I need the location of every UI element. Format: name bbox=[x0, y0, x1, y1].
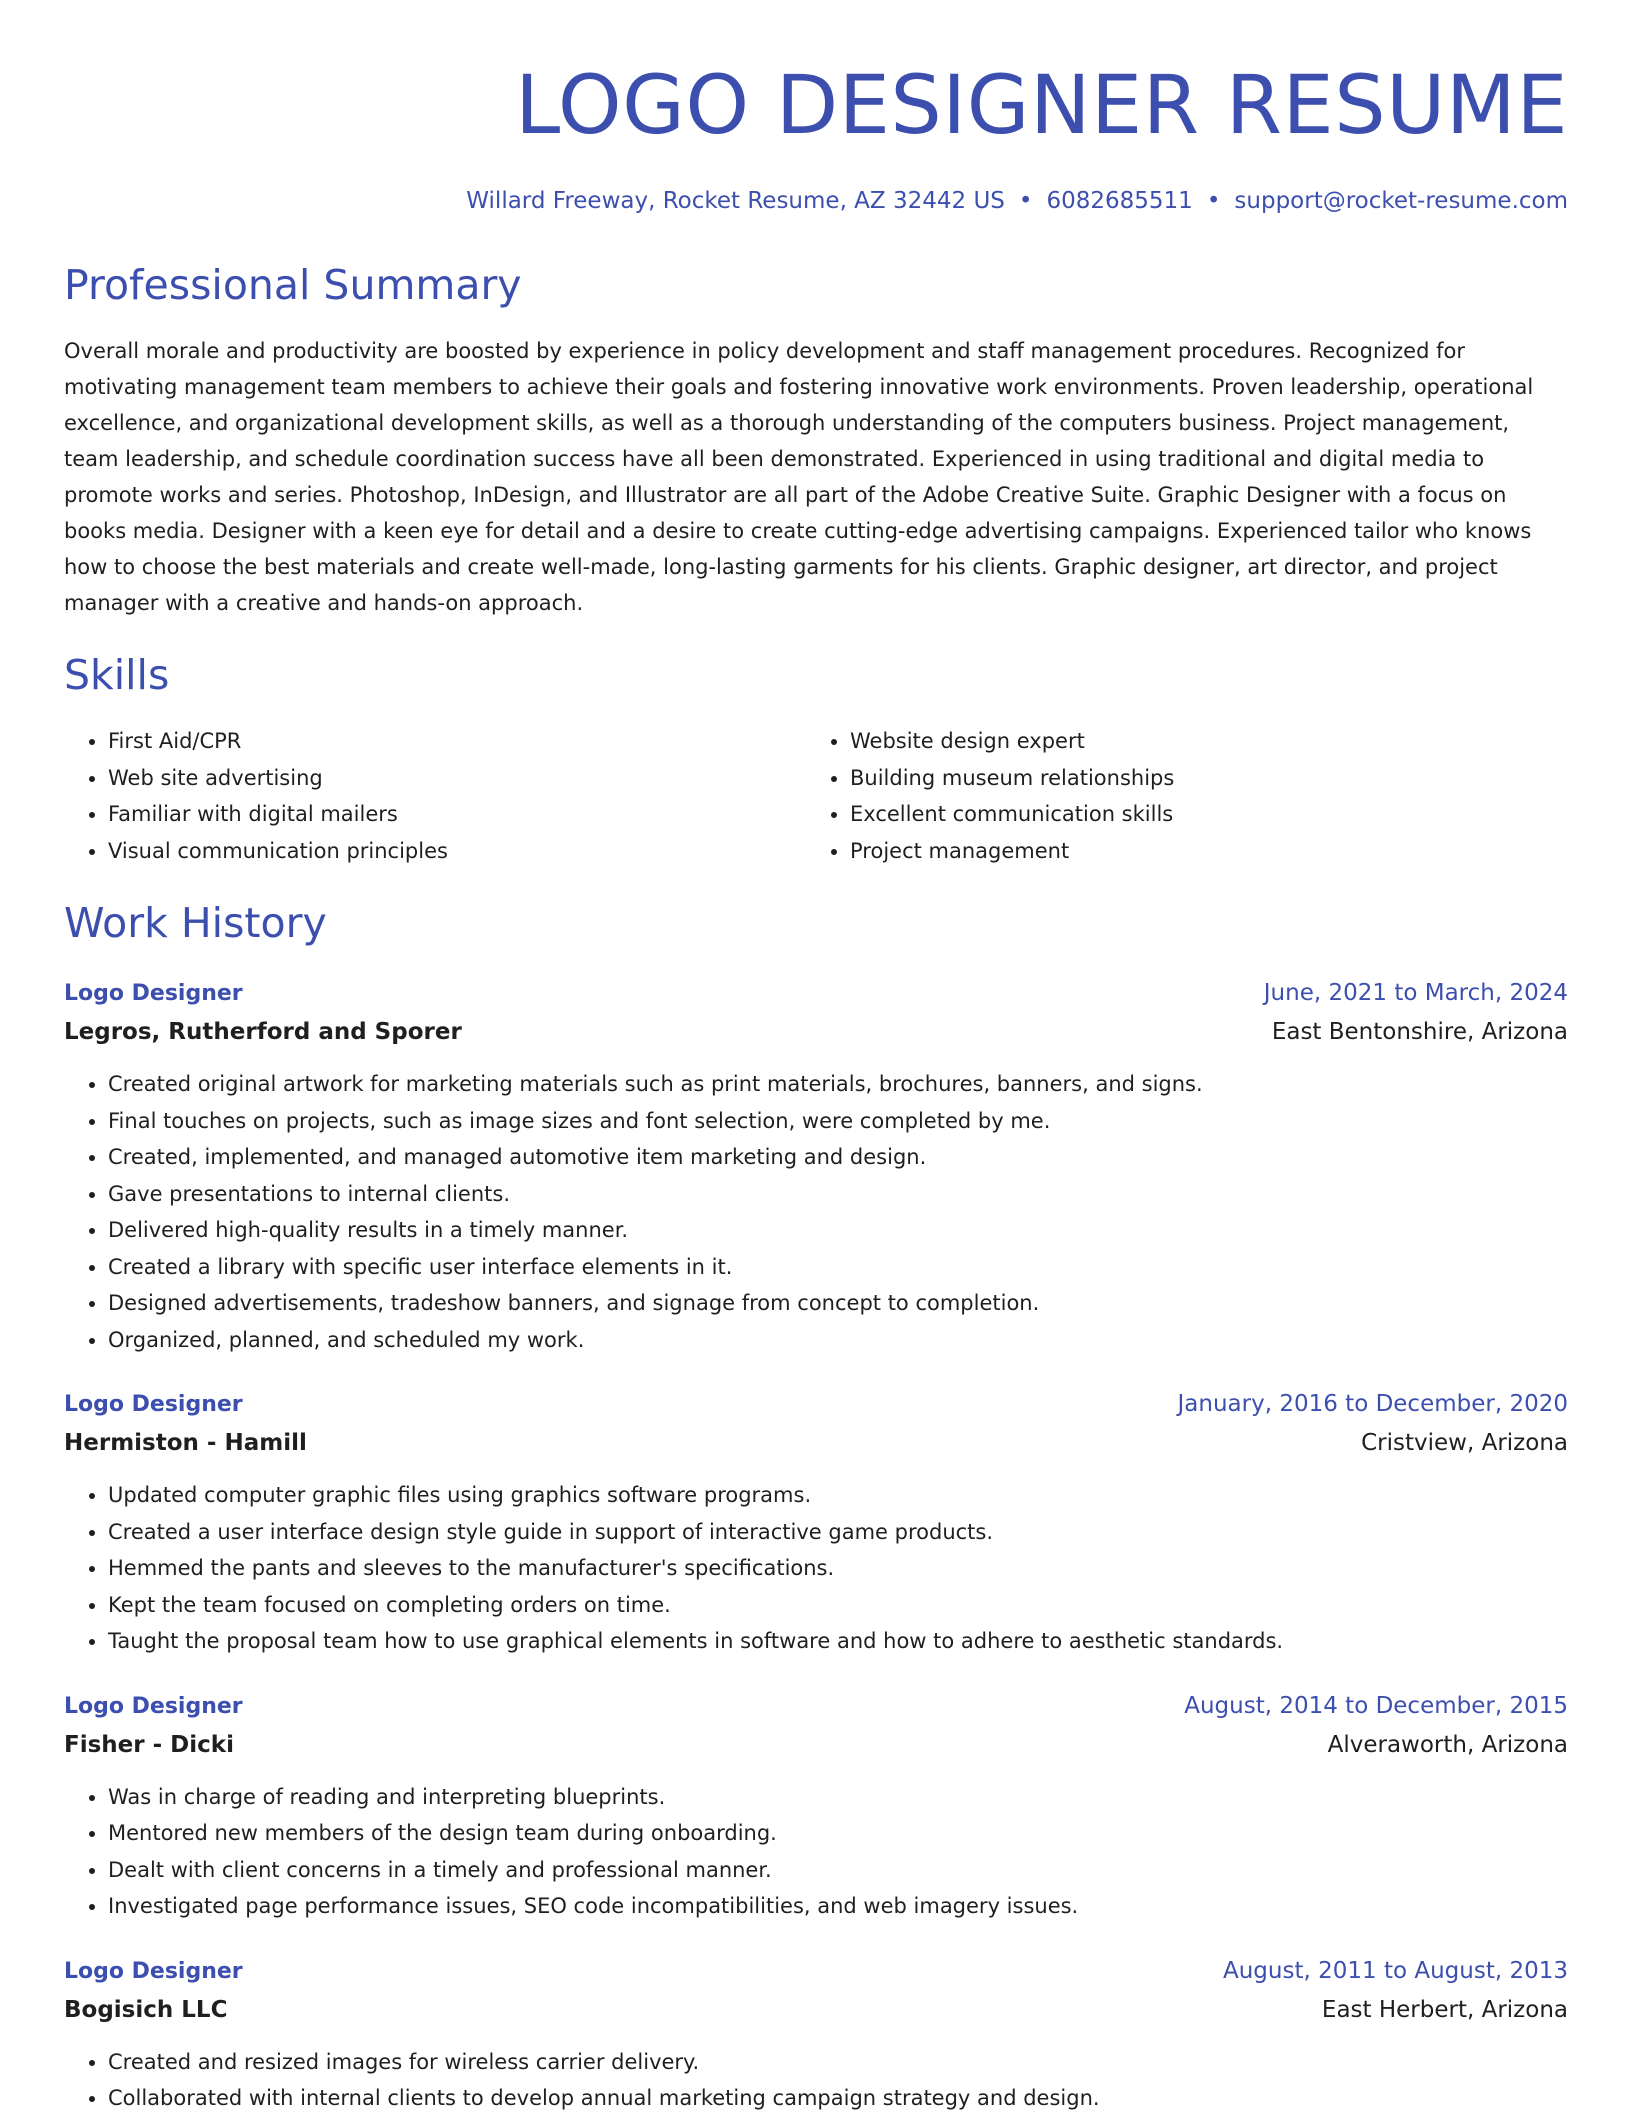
skill-item: • Building museum relationships bbox=[850, 760, 1548, 797]
skills-heading: Skills bbox=[64, 651, 170, 699]
summary-text: Overall morale and productivity are boosted by experience in policy development and staff management procedures. Recognized for motivating management team members to achieve their goals and fostering innovative work environments. Proven leadership, operational excellence, and organizational development skills, as well as a thorough understanding of the computers business. Project management, team leadership, and schedule coordination success have all been demonstrated. Experienced in using traditional and digital media to promote works and series. Photoshop, InDesign, and Illustrator are all part of the Adobe Creative Suite. Graphic Designer with a focus on books media. Designer with a keen eye for detail and a desire to create cutting-edge advertising campaigns. Experienced tailor who knows how to choose the best materials and create well-made, long-lasting garments for his clients. Graphic designer, art director, and project manager with a creative and hands-on approach. bbox=[64, 339, 1534, 615]
job-bullet: • Hemmed the pants and sleeves to the manufacturer's specifications. bbox=[108, 1550, 1568, 1587]
skills-column-right bbox=[806, 723, 1548, 869]
job-dates: August, 2011 to August, 2013 bbox=[1223, 1957, 1568, 1984]
job-bullets bbox=[64, 1477, 1568, 1660]
job-bullet: • Organized, planned, and scheduled my work. bbox=[108, 1322, 1568, 1359]
skill-item: • Visual communication principles bbox=[108, 833, 806, 870]
job-bullet: • Updated computer graphic files using graphics software programs. bbox=[108, 1477, 1568, 1514]
job-bullet: • Dealt with client concerns in a timely and professional manner. bbox=[108, 1852, 1568, 1889]
job-dates: June, 2021 to March, 2024 bbox=[1263, 980, 1568, 1006]
job-location: Cristview, Arizona bbox=[1361, 1430, 1568, 1456]
job-bullet: • Created, implemented, and managed automotive item marketing and design. bbox=[108, 1139, 1568, 1176]
job-title: Logo Designer bbox=[64, 1693, 243, 1719]
job-bullets bbox=[64, 1066, 1568, 1358]
job-entry bbox=[64, 1386, 1568, 1660]
contact-info bbox=[64, 185, 1568, 217]
job-dates: January, 2016 to December, 2020 bbox=[1177, 1391, 1568, 1417]
job-bullet: • Created original artwork for marketing materials such as print materials, brochures, banners, and signs. bbox=[108, 1066, 1568, 1103]
job-bullet: • Collaborated with internal clients to develop annual marketing campaign strategy and design. bbox=[108, 2080, 1568, 2117]
job-bullet: • Created a library with specific user interface elements in it. bbox=[108, 1249, 1568, 1286]
job-bullet: • Mentored new members of the design team during onboarding. bbox=[108, 1815, 1568, 1852]
job-bullet: • Created a user interface design style guide in support of interactive game products. bbox=[108, 1514, 1568, 1551]
job-bullet: • Gave presentations to internal clients. bbox=[108, 1176, 1568, 1213]
skill-item: • Website design expert bbox=[850, 723, 1548, 760]
job-bullets bbox=[64, 2044, 1568, 2117]
job-company: Hermiston - Hamill bbox=[64, 1430, 307, 1456]
contact-phone: 6082685511 bbox=[1046, 188, 1193, 214]
job-title: Logo Designer bbox=[64, 1958, 243, 1984]
skill-item: • Familiar with digital mailers bbox=[108, 796, 806, 833]
contact-separator: • bbox=[1206, 188, 1221, 214]
contact-address: Willard Freeway, Rocket Resume, AZ 32442 US bbox=[466, 188, 1005, 214]
job-location: East Bentonshire, Arizona bbox=[1271, 1019, 1568, 1045]
job-entry bbox=[64, 975, 1568, 1358]
resume-page bbox=[64, 0, 1568, 2117]
job-bullet: • Was in charge of reading and interpreting blueprints. bbox=[108, 1779, 1568, 1816]
job-company: Fisher - Dicki bbox=[64, 1731, 234, 1758]
work-history-heading: Work History bbox=[64, 899, 327, 947]
job-entry bbox=[64, 1953, 1568, 2117]
contact-email: support@rocket-resume.com bbox=[1234, 188, 1568, 214]
job-company: Bogisich LLC bbox=[64, 1996, 228, 2023]
summary-heading: Professional Summary bbox=[64, 261, 522, 309]
job-bullet: • Final touches on projects, such as image sizes and font selection, were completed by me. bbox=[108, 1103, 1568, 1140]
job-company: Legros, Rutherford and Sporer bbox=[64, 1019, 462, 1045]
job-title: Logo Designer bbox=[64, 981, 243, 1006]
job-bullet: • Taught the proposal team how to use graphical elements in software and how to adhere to aesthetic standards. bbox=[108, 1623, 1568, 1660]
skill-item: • Project management bbox=[850, 833, 1548, 870]
job-bullets bbox=[64, 1779, 1568, 1925]
skill-item: • First Aid/CPR bbox=[108, 723, 806, 760]
job-bullet: • Investigated page performance issues, SEO code incompatibilities, and web imagery issues. bbox=[108, 1888, 1568, 1925]
skill-item: • Excellent communication skills bbox=[850, 796, 1548, 833]
job-title: Logo Designer bbox=[64, 1392, 243, 1417]
job-bullet: • Designed advertisements, tradeshow banners, and signage from concept to completion. bbox=[108, 1285, 1568, 1322]
job-entry bbox=[64, 1688, 1568, 1925]
skills-column-left bbox=[64, 723, 806, 869]
job-location: Alveraworth, Arizona bbox=[1327, 1731, 1568, 1758]
job-bullet: • Created and resized images for wireless carrier delivery. bbox=[108, 2044, 1568, 2081]
job-bullet: • Delivered high-quality results in a timely manner. bbox=[108, 1212, 1568, 1249]
contact-separator: • bbox=[1018, 188, 1033, 214]
job-dates: August, 2014 to December, 2015 bbox=[1184, 1692, 1568, 1719]
resume-title: LOGO DESIGNER RESUME bbox=[515, 59, 1568, 153]
job-location: East Herbert, Arizona bbox=[1321, 1996, 1568, 2023]
skills-list bbox=[64, 723, 1568, 869]
job-bullet: • Kept the team focused on completing orders on time. bbox=[108, 1587, 1568, 1624]
skill-item: • Web site advertising bbox=[108, 760, 806, 797]
